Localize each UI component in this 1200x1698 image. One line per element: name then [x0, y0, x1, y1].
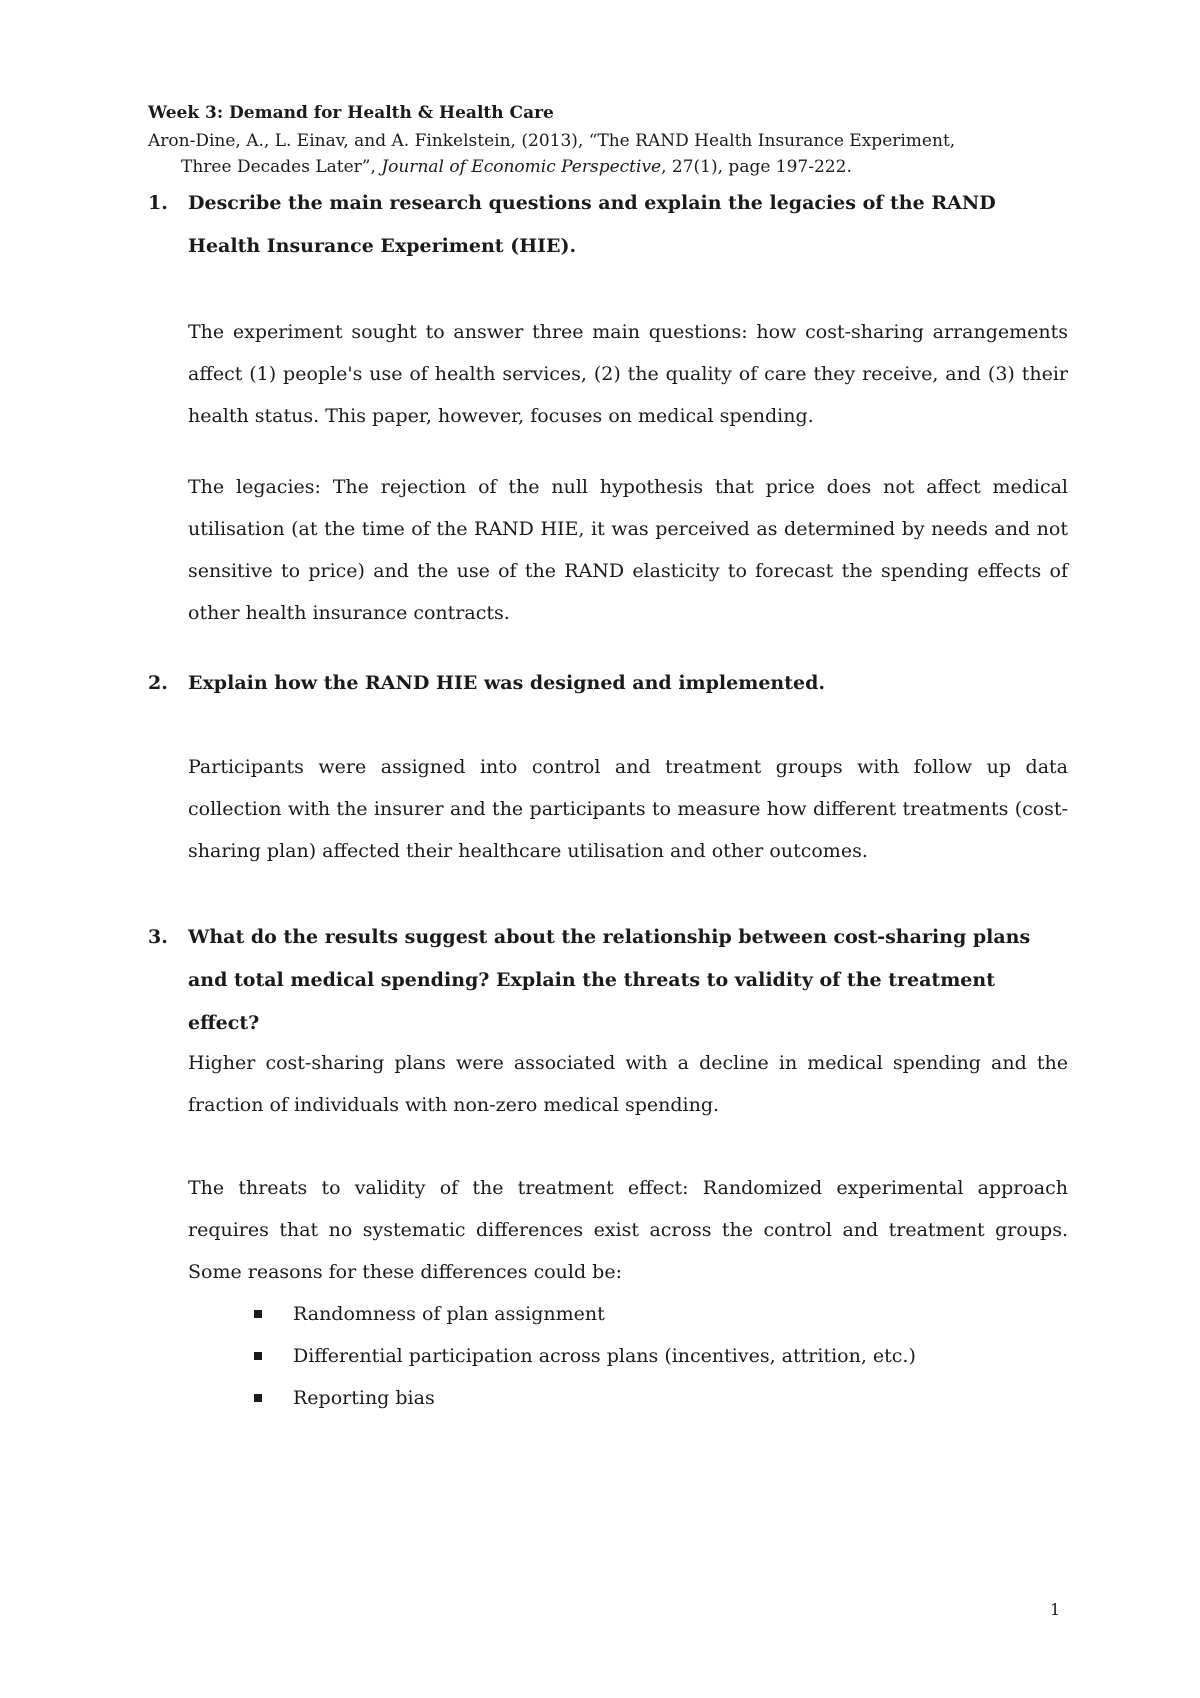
square-bullet-icon [254, 1394, 262, 1402]
answer-paragraph: The experiment sought to answer three main questions: how cost-sharing arrangements affect (1) people's use of health services, (2) the quality of care they receive, and (3) their health status. This paper, however, focuses on medical spending. [188, 321, 1068, 427]
page-number: 1 [1050, 1600, 1061, 1619]
citation-journal: Journal of Economic Perspective [381, 157, 662, 177]
square-bullet-icon [254, 1310, 262, 1318]
question-number: 1. [148, 192, 168, 214]
question-1 [148, 182, 1068, 268]
question-2 [148, 662, 1068, 705]
answer-paragraph: Participants were assigned into control and treatment groups with follow up data collection with the insurer and the participants to measure how different treatments (cost-sharing plan) affected their healthcare utilisation and other outcomes. [188, 756, 1068, 862]
list-item-text: Randomness of plan assignment [293, 1303, 605, 1325]
answer-paragraph: The legacies: The rejection of the null hypothesis that price does not affect medical utilisation (at the time of the RAND HIE, it was perceived as determined by needs and not sensitive to price) and the use of the RAND elasticity to forecast the spending effects of other health insurance contracts. [188, 476, 1068, 624]
list-item-text: Reporting bias [293, 1387, 435, 1409]
answer-paragraph: The threats to validity of the treatment effect: Randomized experimental approach requires that no systematic differences exist across the control and treatment groups. Some reasons for these differences could be: [188, 1177, 1068, 1283]
list-item-text: Differential participation across plans (incentives, attrition, etc.) [293, 1345, 916, 1367]
question-number: 3. [148, 926, 168, 948]
threats-list [188, 1293, 1068, 1419]
question-text: What do the results suggest about the relationship between cost-sharing plans and total medical spending? Explain the threats to validity of the treatment effect? [188, 926, 1031, 1034]
citation [148, 128, 1088, 180]
square-bullet-icon [254, 1352, 262, 1360]
citation-authors-tail: Three Decades Later”, [181, 157, 382, 177]
list-item [188, 1293, 1068, 1335]
answer-paragraph: Higher cost-sharing plans were associated with a decline in medical spending and the fraction of individuals with non-zero medical spending. [188, 1052, 1068, 1116]
list-item [188, 1377, 1068, 1419]
question-number: 2. [148, 672, 168, 694]
page-title: Week 3: Demand for Health & Health Care [148, 103, 554, 123]
citation-volume: , 27(1), page 197-222. [661, 157, 852, 177]
citation-line-2 [148, 154, 1088, 180]
list-item [188, 1335, 1068, 1377]
question-3 [148, 916, 1068, 1045]
question-text: Explain how the RAND HIE was designed and implemented. [188, 672, 826, 694]
citation-line-1: Aron-Dine, A., L. Einav, and A. Finkelstein, (2013), “The RAND Health Insurance Experiment, [148, 131, 956, 151]
question-text: Describe the main research questions and explain the legacies of the RAND Health Insurance Experiment (HIE). [188, 192, 996, 257]
